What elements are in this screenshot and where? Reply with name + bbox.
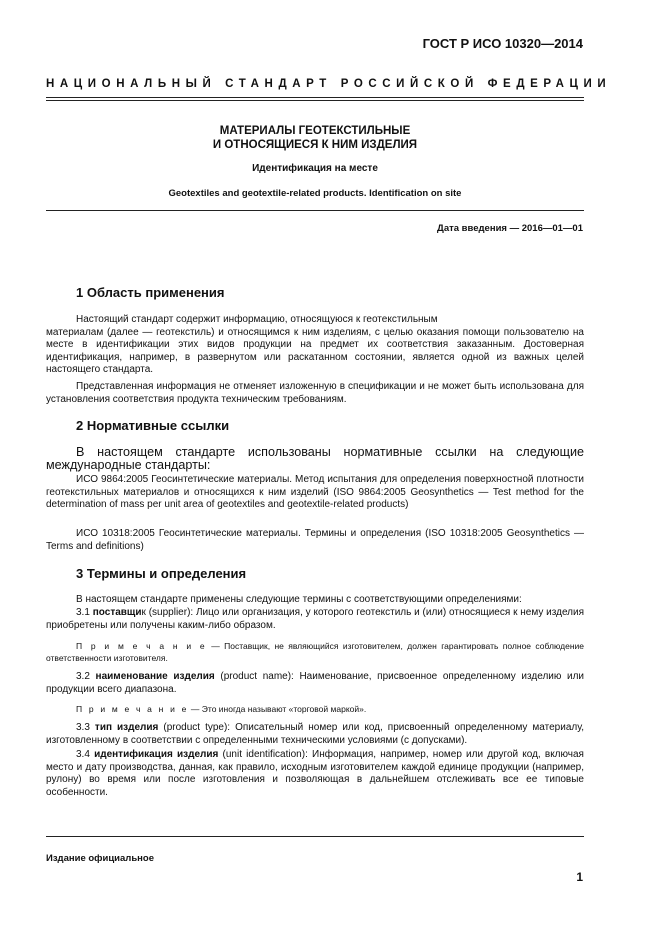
term-3-2-name: наименование изделия xyxy=(95,671,215,682)
section-1-paragraph-2: Представленная информация не отменяет изложенную в спецификации и не может быть использована для установления соответствия продукта техническим требованиям. xyxy=(46,381,584,405)
term-3-1-definition: (supplier): Лицо или организация, у которого геотекстиль и (или) относящиеся к нему изделия приобретены или получены каким-либо образом. xyxy=(46,607,585,631)
section-1-paragraph-1-rest: материалам (далее — геотекстиль) и относящимся к ним изделиям, с целью оказания помощи пользователю на месте в идентификации этих видов продукции на предмет их соответствия заказанным. Достоверная идентификация, например, в развернутом или раскатанном состоянии, является одной из важных целей настоящего стандарта. xyxy=(46,326,584,376)
section-1-paragraph-1 xyxy=(46,314,584,377)
english-title: Geotextiles and geotextile-related products. Identification on site xyxy=(168,188,462,199)
note-label: П р и м е ч а н и е xyxy=(76,704,189,714)
term-3-2-definition: (product name): Наименование, присвоенное определенному изделию или продукции всего диапазона. xyxy=(46,671,585,695)
term-3-3-number: 3.3 xyxy=(76,722,90,733)
term-3-4-number: 3.4 xyxy=(76,749,90,760)
footer-rule xyxy=(46,836,584,837)
section-2-intro: В настоящем стандарте использованы нормативные ссылки на следующие международные стандарты: xyxy=(46,445,584,472)
term-3-3-name: тип изделия xyxy=(94,722,159,733)
section-2-heading: 2 Нормативные ссылки xyxy=(76,418,230,433)
title-line-1: МАТЕРИАЛЫ ГЕОТЕКСТИЛЬНЫЕ xyxy=(219,125,411,137)
page-number: 1 xyxy=(576,870,583,884)
title-rule xyxy=(46,210,584,211)
term-3-3-definition: (product type): Описательный номер или код, присвоенный определенному материалу, изготовленному в соответствии с определенными техническими условиями (с допусками). xyxy=(46,722,585,746)
section-1-heading: 1 Область применения xyxy=(76,285,225,300)
section-3-heading: 3 Термины и определения xyxy=(76,566,247,581)
note-3-2 xyxy=(46,703,584,715)
national-standard-banner: НАЦИОНАЛЬНЫЙ СТАНДАРТ РОССИЙСКОЙ ФЕДЕРАЦИИ xyxy=(46,78,612,90)
edition-label: Издание официальное xyxy=(46,853,154,864)
term-3-4-definition: (unit identification): Информация, например, номер или другой код, включая место и дату производства, данная, как правило, исходным изготовителем каждой единице продукции (например, рулону) во время или после изготовления и позволяющая в дальнейшем отслеживать все ее типовые особенности. xyxy=(46,749,584,798)
reference-iso-10318: ИСО 10318:2005 Геосинтетические материалы. Термины и определения (ISO 10318:2005 Geosynthetics — Terms and definitions) xyxy=(46,528,584,552)
term-3-4-name: идентификация изделия xyxy=(94,749,219,760)
introduction-date: Дата введения — 2016—01—01 xyxy=(437,223,583,234)
title-line-2: И ОТНОСЯЩИЕСЯ К НИМ ИЗДЕЛИЯ xyxy=(212,139,418,151)
term-3-4 xyxy=(46,749,584,799)
term-3-1 xyxy=(46,607,584,632)
header-rule-top xyxy=(46,97,584,98)
term-3-3 xyxy=(46,722,584,747)
subtitle: Идентификация на месте xyxy=(252,163,378,174)
term-3-1-name-end: к xyxy=(141,607,146,618)
header-rule-bottom xyxy=(46,100,584,101)
reference-iso-9864: ИСО 9864:2005 Геосинтетические материалы. Метод испытания для определения поверхностной плотности геотекстильных материалов и относящихся к ним изделий (ISO 9864:2005 Geosynthetics — Test method for the determination of mass per unit area of geotextiles and geotextile-related products) xyxy=(46,474,584,511)
term-3-2-number: 3.2 xyxy=(76,671,90,682)
term-3-2 xyxy=(46,671,584,696)
document-code: ГОСТ Р ИСО 10320—2014 xyxy=(422,36,583,51)
section-3-intro: В настоящем стандарте применены следующие термины с соответствующими определениями: xyxy=(76,594,522,605)
term-3-1-name: поставщи xyxy=(92,607,142,618)
note-label: П р и м е ч а н и е xyxy=(76,641,207,651)
note-3-2-text: — Это иногда называют «торговой маркой». xyxy=(190,704,367,714)
title-block xyxy=(46,124,584,152)
note-3-1 xyxy=(46,640,584,664)
term-3-1-number: 3.1 xyxy=(76,607,90,618)
note-3-1-text: — Поставщик, не являющийся изготовителем, должен гарантировать полное соблюдение ответственности изготовителя. xyxy=(46,641,584,663)
section-1-paragraph-1-first-line: Настоящий стандарт содержит информацию, относящуюся к геотекстильным xyxy=(76,314,438,325)
